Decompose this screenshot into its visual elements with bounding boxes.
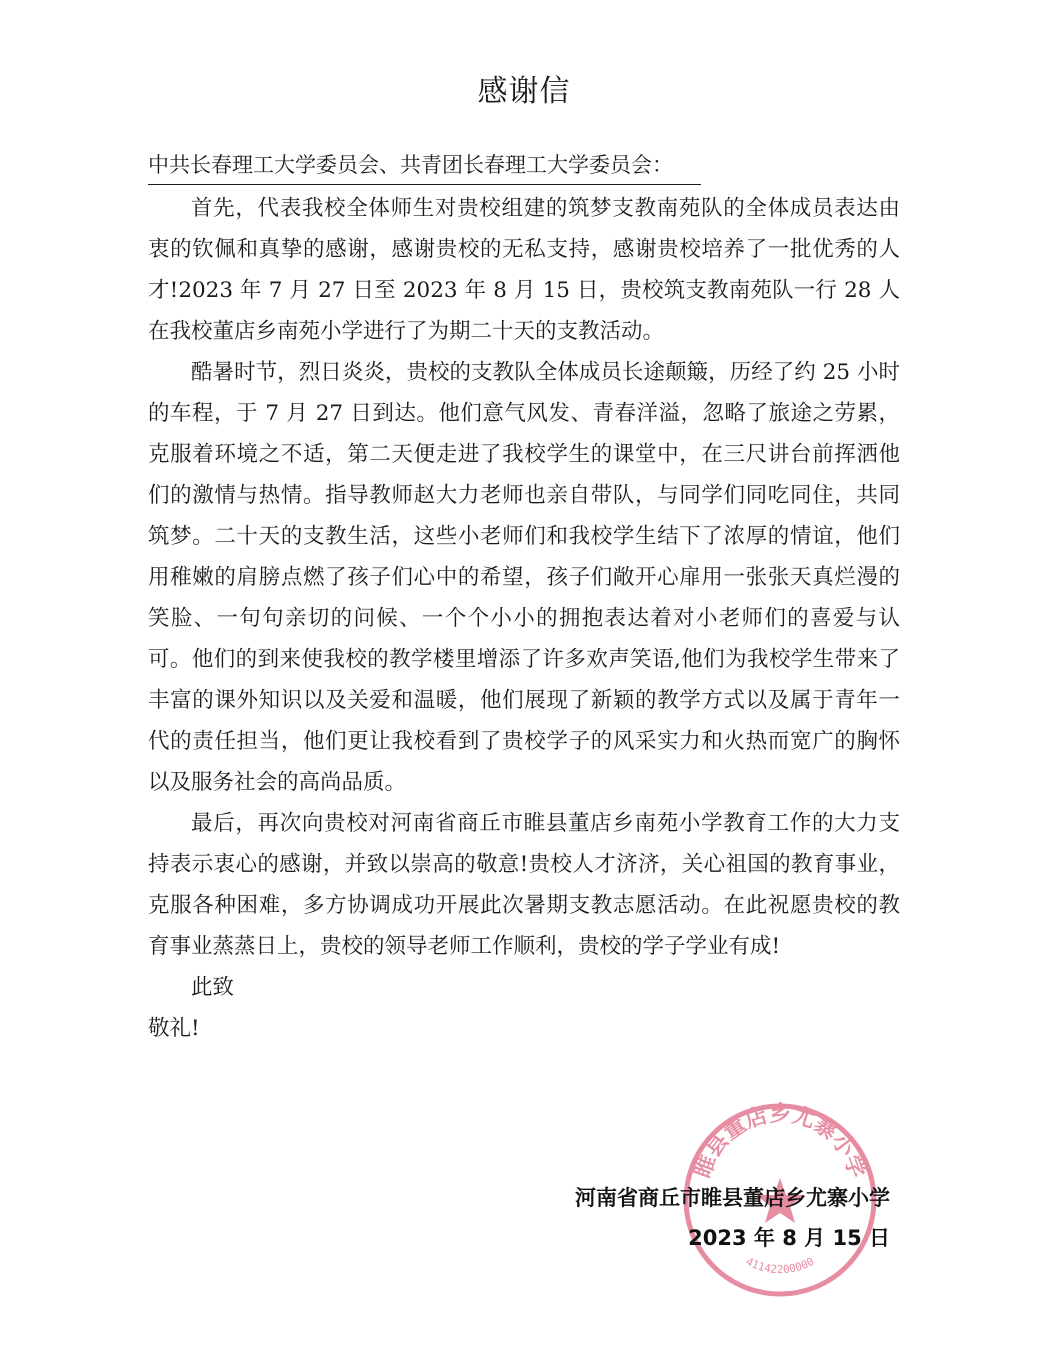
closing-jingli: 敬礼! (148, 1016, 200, 1041)
paragraph-3: 最后，再次向贵校对河南省商丘市睢县董店乡南苑小学教育工作的大力支持表示衷心的感谢，并致以崇高的敬意!贵校人才济济，关心祖国的教育事业，克服各种困难，多方协调成功开展此次暑期支教志愿活动。在此祝愿贵校的教育事业蒸蒸日上，贵校的领导老师工作顺利，贵校的学子学业有成! (148, 811, 900, 959)
letter-salutation: 中共长春理工大学委员会、共青团长春理工大学委员会： (148, 146, 701, 185)
signature-date: 2023 年 8 月 15 日 (688, 1226, 890, 1250)
letter-body (148, 188, 900, 1049)
seal-code-text: 41142200000 (743, 1254, 817, 1277)
letter-title: 感谢信 (477, 74, 571, 109)
signature-organization: 河南省商丘市睢县董店乡尤寨小学 (575, 1186, 890, 1210)
signature-block (570, 1178, 890, 1258)
paragraph-2: 酷暑时节，烈日炎炎，贵校的支教队全体成员长途颠簸，历经了约 25 小时的车程，于 7 月 27 日到达。他们意气风发、青春洋溢，忽略了旅途之劳累，克服着环境之不适，第二天便走进了我校学生的课堂中，在三尺讲台前挥洒他们的激情与热情。指导教师赵大力老师也亲自带队，与同学们同吃同住，共同筑梦。二十天的支教生活，这些小老师们和我校学生结下了浓厚的情谊，他们用稚嫩的肩膀点燃了孩子们心中的希望，孩子们敞开心扉用一张张天真烂漫的笑脸、一句句亲切的问候、一个个小小的拥抱表达着对小老师们的喜爱与认可。他们的到来使我校的教学楼里增添了许多欢声笑语,他们为我校学生带来了丰富的课外知识以及关爱和温暖，他们展现了新颖的教学方式以及属于青年一代的责任担当，他们更让我校看到了贵校学子的风采实力和火热而宽广的胸怀以及服务社会的高尚品质。 (148, 360, 900, 795)
paragraph-1: 首先，代表我校全体师生对贵校组建的筑梦支教南苑队的全体成员表达由衷的钦佩和真挚的感谢，感谢贵校的无私支持，感谢贵校培养了一批优秀的人才!2023 年 7 月 27 日至 2023 年 8 月 15 日，贵校筑支教南苑队一行 28 人在我校董店乡南苑小学进行了为期二十天的支教活动。 (148, 196, 900, 344)
closing-cizhi: 此致 (191, 975, 235, 1000)
seal-arc-text: 睢县董店乡尤寨小学 (690, 1102, 870, 1182)
